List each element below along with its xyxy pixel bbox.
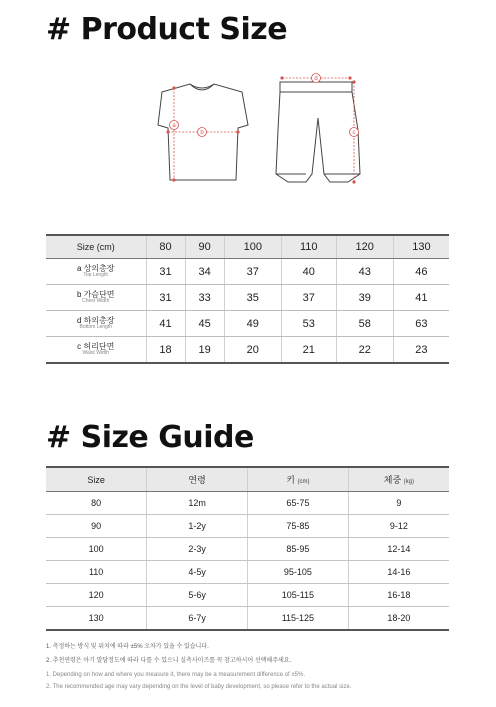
note-en-2: 2. The recommended age may vary depending on the level of baby development, so please refer to the actual size. [46, 684, 352, 690]
table-row [46, 515, 449, 538]
table-header-row [46, 235, 449, 259]
table-cell: 45 [185, 311, 224, 337]
table-cell: 63 [393, 311, 449, 337]
table-cell: 16-18 [348, 584, 449, 607]
table-cell: 58 [336, 311, 393, 337]
table-cell: 80 [46, 492, 147, 515]
row-label-en: Top Length [83, 272, 109, 279]
table-cell: 21 [281, 337, 336, 364]
row-label-en: Bottom Length [79, 324, 113, 331]
table-cell: 23 [393, 337, 449, 364]
row-label [46, 285, 146, 311]
size-guide-heading: # Size Guide [46, 420, 254, 455]
row-label [46, 311, 146, 337]
table-cell: 65-75 [248, 492, 349, 515]
marker-d-label: d [314, 76, 318, 82]
table-row [46, 337, 449, 364]
table-cell: 20 [224, 337, 281, 364]
marker-c-label: c [352, 130, 356, 136]
column-header: 120 [336, 235, 393, 259]
column-header: 100 [224, 235, 281, 259]
table-cell: 105-115 [248, 584, 349, 607]
table-cell: 19 [185, 337, 224, 364]
table-cell: 1-2y [147, 515, 248, 538]
table-cell: 120 [46, 584, 147, 607]
table-cell: 34 [185, 259, 224, 285]
table-cell: 110 [46, 561, 147, 584]
table-row [46, 285, 449, 311]
table-row [46, 259, 449, 285]
table-cell: 18-20 [348, 607, 449, 631]
table-cell: 130 [46, 607, 147, 631]
table-cell: 41 [393, 285, 449, 311]
table-cell: 100 [46, 538, 147, 561]
table-cell: 5-6y [147, 584, 248, 607]
column-header: 110 [281, 235, 336, 259]
product-size-heading: # Product Size [46, 12, 288, 47]
table-cell: 18 [146, 337, 185, 364]
table-row [46, 561, 449, 584]
column-header: 80 [146, 235, 185, 259]
table-cell: 6-7y [147, 607, 248, 631]
table-row [46, 607, 449, 631]
table-cell: 9-12 [348, 515, 449, 538]
table-cell: 14-16 [348, 561, 449, 584]
table-cell: 33 [185, 285, 224, 311]
column-header: 90 [185, 235, 224, 259]
table-cell: 31 [146, 259, 185, 285]
row-label [46, 337, 146, 364]
table-cell: 75-85 [248, 515, 349, 538]
table-row [46, 538, 449, 561]
row-label-ko: b 가슴단면 [76, 289, 115, 299]
row-label-en: Chest Width [82, 298, 110, 305]
table-cell: 41 [146, 311, 185, 337]
marker-b-label: b [200, 130, 204, 136]
table-cell: 12m [147, 492, 248, 515]
size-guide-table [46, 466, 449, 631]
table-cell: 22 [336, 337, 393, 364]
row-label [46, 259, 146, 285]
note-en-1: 1. Depending on how and where you measure it, there may be a measurement difference of ±5%. [46, 672, 305, 678]
column-header: Size (cm) [46, 235, 146, 259]
table-row [46, 492, 449, 515]
row-label-ko: c 허리단면 [77, 341, 115, 351]
row-label-ko: d 하의총장 [76, 315, 115, 325]
table-cell: 53 [281, 311, 336, 337]
table-cell: 31 [146, 285, 185, 311]
table-cell: 115-125 [248, 607, 349, 631]
table-cell: 85-95 [248, 538, 349, 561]
table-cell: 4-5y [147, 561, 248, 584]
table-cell: 95-105 [248, 561, 349, 584]
column-header: 130 [393, 235, 449, 259]
table-cell: 37 [281, 285, 336, 311]
table-cell: 46 [393, 259, 449, 285]
column-header: 연령 [147, 467, 248, 492]
table-row [46, 584, 449, 607]
note-ko-2: 2. 추천연령은 아기 발달정도에 따라 다를 수 있으니 실측사이즈를 꼭 참고하시어 선택해주세요. [46, 658, 292, 664]
table-cell: 37 [224, 259, 281, 285]
table-cell: 39 [336, 285, 393, 311]
marker-a-label: a [172, 123, 176, 129]
table-cell: 90 [46, 515, 147, 538]
column-header: 체중 (kg) [348, 467, 449, 492]
product-size-table [46, 234, 449, 364]
table-header-row [46, 467, 449, 492]
row-label-en: Waist Width [82, 350, 109, 357]
note-ko-1: 1. 측정하는 방식 및 위치에 따라 ±5% 오차가 있을 수 있습니다. [46, 644, 209, 650]
table-row [46, 311, 449, 337]
row-label-ko: a 상의총장 [76, 263, 115, 273]
pants-drawing [276, 82, 360, 182]
table-cell: 2-3y [147, 538, 248, 561]
column-header: Size [46, 467, 147, 492]
column-header: 키 (cm) [248, 467, 349, 492]
table-cell: 43 [336, 259, 393, 285]
table-cell: 49 [224, 311, 281, 337]
table-cell: 12-14 [348, 538, 449, 561]
table-cell: 35 [224, 285, 281, 311]
table-cell: 40 [281, 259, 336, 285]
table-cell: 9 [348, 492, 449, 515]
garment-measurement-illustration [140, 70, 370, 195]
